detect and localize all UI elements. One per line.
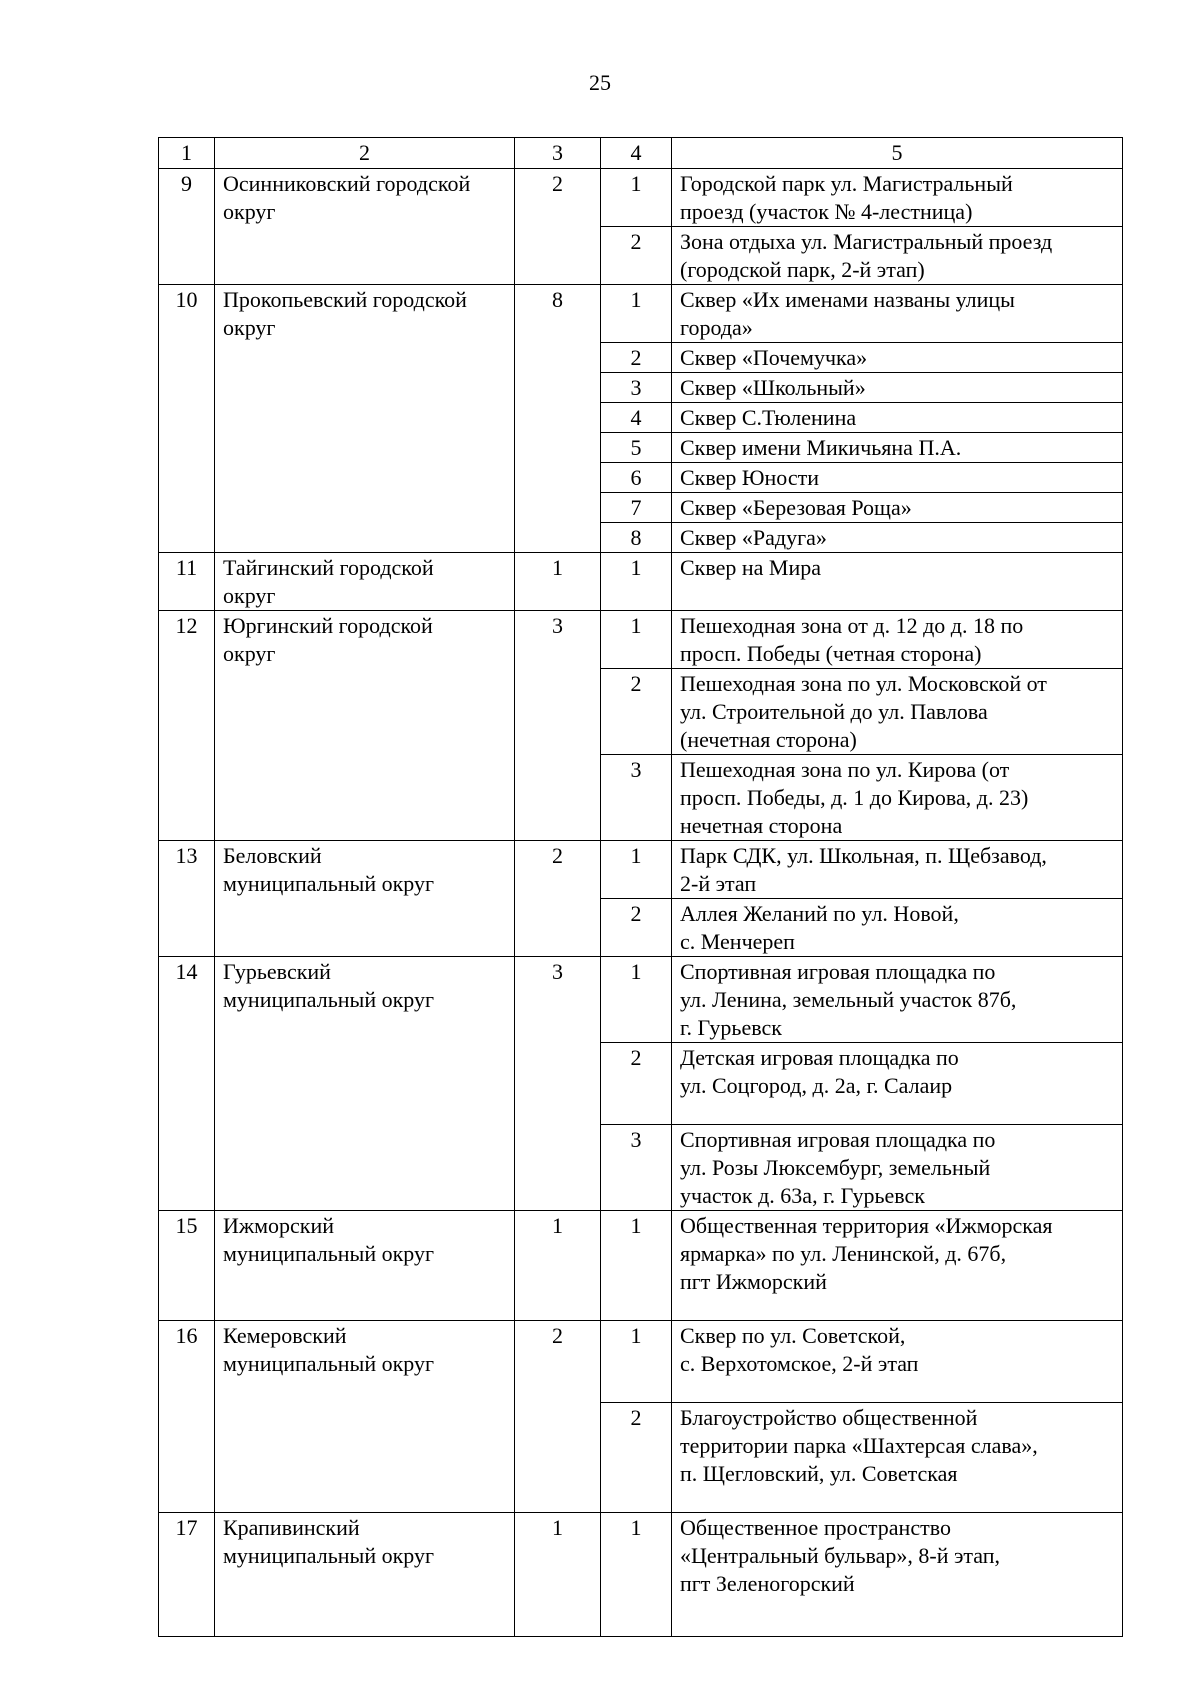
territory-count: 2 [515,169,601,285]
territory-description-line: просп. Победы (четная сторона) [680,641,982,666]
municipality-name-line: муниципальный округ [223,987,435,1012]
header-cell-2: 2 [215,138,515,169]
territory-description-line: Благоустройство общественной [680,1405,978,1430]
municipality-name-line: Тайгинский городской [223,555,434,580]
municipality-name [215,1513,515,1637]
territory-description-line: г. Гурьевск [680,1015,782,1040]
territory-count: 1 [515,1211,601,1321]
territory-description-line: (городской парк, 2-й этап) [680,257,925,282]
territory-count: 2 [515,841,601,957]
territory-description-line: города» [680,315,753,340]
territory-description-line: просп. Победы, д. 1 до Кирова, д. 23) [680,785,1029,810]
page-number: 25 [589,70,611,95]
municipality-name-line: Кемеровский [223,1323,347,1348]
item-number: 1 [601,1513,672,1637]
item-number: 8 [601,523,672,553]
header-cell-4: 4 [601,138,672,169]
header-row [159,138,1123,169]
table-row [159,1513,1123,1637]
territory-count: 1 [515,1513,601,1637]
territory-description-line: ул. Ленина, земельный участок 87б, [680,987,1017,1012]
territory-description [672,433,1123,463]
territory-description-line: Сквер имени Микичьяна П.А. [680,435,962,460]
row-number: 17 [159,1513,215,1637]
municipality-name [215,553,515,611]
table-row [159,553,1123,611]
territory-description-line: ул. Строительной до ул. Павлова [680,699,988,724]
territory-description-line: Аллея Желаний по ул. Новой, [680,901,959,926]
territory-description-line: ярмарка» по ул. Ленинской, д. 67б, [680,1241,1007,1266]
territory-description-line: Детская игровая площадка по [680,1045,959,1070]
territory-description-line: с. Менчереп [680,929,795,954]
row-number: 15 [159,1211,215,1321]
territory-count: 8 [515,285,601,553]
item-number: 1 [601,1211,672,1321]
territory-description-line: Сквер «Березовая Роща» [680,495,912,520]
municipality-name-line: Гурьевский [223,959,331,984]
territory-description-line: Сквер Юности [680,465,819,490]
territory-description-line: (нечетная сторона) [680,727,857,752]
item-number: 1 [601,841,672,899]
territory-description [672,1321,1123,1403]
municipality-name [215,957,515,1211]
row-number: 14 [159,957,215,1211]
territory-description [672,755,1123,841]
item-number: 7 [601,493,672,523]
territory-count: 1 [515,553,601,611]
row-number: 16 [159,1321,215,1513]
territory-description-line: нечетная сторона [680,813,843,838]
municipality-name-line: муниципальный округ [223,871,435,896]
item-number: 1 [601,553,672,611]
municipality-name-line: округ [223,583,276,608]
municipality-name-line: округ [223,199,276,224]
item-number: 2 [601,899,672,957]
territory-description [672,1211,1123,1321]
territory-description [672,373,1123,403]
item-number: 4 [601,403,672,433]
territory-description-line: проезд (участок № 4-лестница) [680,199,973,224]
territory-description [672,611,1123,669]
territory-description-line: Спортивная игровая площадка по [680,1127,996,1152]
territory-description-line: пгт Зеленогорский [680,1571,855,1596]
table-row [159,169,1123,227]
territory-description [672,957,1123,1043]
territory-description-line: Сквер С.Тюленина [680,405,857,430]
municipality-name-line: Осинниковский городской [223,171,471,196]
territory-description [672,553,1123,611]
table-row [159,957,1123,1043]
item-number: 3 [601,1125,672,1211]
municipality-name [215,841,515,957]
item-number: 1 [601,611,672,669]
row-number: 13 [159,841,215,957]
header-cell-1: 1 [159,138,215,169]
territory-description-line: Сквер «Их именами названы улицы [680,287,1015,312]
territory-description [672,403,1123,433]
municipality-name [215,611,515,841]
territory-description-line: Зона отдыха ул. Магистральный проезд [680,229,1053,254]
territory-description-line: 2-й этап [680,871,757,896]
territory-description-line: участок д. 63а, г. Гурьевск [680,1183,925,1208]
territories-table [158,137,1123,1637]
item-number: 1 [601,1321,672,1403]
territory-description [672,1513,1123,1637]
territory-description-line: Парк СДК, ул. Школьная, п. Щебзавод, [680,843,1047,868]
territory-description-line: Общественное пространство [680,1515,951,1540]
municipality-name [215,1321,515,1513]
territory-description [672,343,1123,373]
header-cell-3: 3 [515,138,601,169]
municipality-name-line: округ [223,641,276,666]
table-row [159,841,1123,899]
territory-count: 2 [515,1321,601,1513]
municipality-name [215,169,515,285]
territory-description-line: Общественная территория «Ижморская [680,1213,1053,1238]
item-number: 3 [601,755,672,841]
row-number: 11 [159,553,215,611]
territory-description-line: Городской парк ул. Магистральный [680,171,1013,196]
territory-description-line: с. Верхотомское, 2-й этап [680,1351,919,1376]
item-number: 1 [601,957,672,1043]
item-number: 1 [601,169,672,227]
item-number: 6 [601,463,672,493]
territory-description-line: Сквер на Мира [680,555,822,580]
territory-description-line: ул. Соцгород, д. 2а, г. Салаир [680,1073,953,1098]
territory-description [672,523,1123,553]
municipality-name-line: муниципальный округ [223,1351,435,1376]
territory-description-line: «Центральный бульвар», 8-й этап, [680,1543,1001,1568]
territory-count: 3 [515,611,601,841]
table-body [159,138,1123,1637]
table-row [159,1321,1123,1403]
territory-description [672,1043,1123,1125]
row-number: 9 [159,169,215,285]
municipality-name-line: округ [223,315,276,340]
municipality-name [215,285,515,553]
item-number: 2 [601,343,672,373]
item-number: 1 [601,285,672,343]
territory-count: 3 [515,957,601,1211]
territory-description-line: Пешеходная зона по ул. Кирова (от [680,757,1010,782]
municipality-name-line: Юргинский городской [223,613,433,638]
territory-description [672,669,1123,755]
territory-description-line: Сквер «Школьный» [680,375,866,400]
header-cell-5: 5 [672,138,1123,169]
territory-description [672,841,1123,899]
territory-description [672,169,1123,227]
municipality-name-line: Крапивинский [223,1515,360,1540]
item-number: 2 [601,1043,672,1125]
table-row [159,1211,1123,1321]
territory-description-line: пгт Ижморский [680,1269,827,1294]
territory-description [672,493,1123,523]
municipality-name-line: Прокопьевский городской [223,287,467,312]
territory-description [672,285,1123,343]
territory-description [672,899,1123,957]
territory-description [672,1125,1123,1211]
row-number: 10 [159,285,215,553]
territory-description-line: Сквер «Почемучка» [680,345,868,370]
territory-description-line: п. Щегловский, ул. Советская [680,1461,958,1486]
territory-description [672,227,1123,285]
municipality-name [215,1211,515,1321]
item-number: 2 [601,227,672,285]
municipality-name-line: муниципальный округ [223,1543,435,1568]
territory-description [672,463,1123,493]
table-row [159,285,1123,343]
municipality-name-line: Беловский [223,843,322,868]
table-row [159,611,1123,669]
territory-description-line: Сквер по ул. Советской, [680,1323,906,1348]
territory-description-line: ул. Розы Люксембург, земельный [680,1155,991,1180]
municipality-name-line: муниципальный округ [223,1241,435,1266]
item-number: 2 [601,1403,672,1513]
territory-description-line: Спортивная игровая площадка по [680,959,996,984]
territory-description-line: территории парка «Шахтерсая слава», [680,1433,1038,1458]
municipality-name-line: Ижморский [223,1213,335,1238]
territory-description-line: Сквер «Радуга» [680,525,827,550]
item-number: 5 [601,433,672,463]
item-number: 2 [601,669,672,755]
territory-description-line: Пешеходная зона от д. 12 до д. 18 по [680,613,1024,638]
row-number: 12 [159,611,215,841]
item-number: 3 [601,373,672,403]
territory-description [672,1403,1123,1513]
territory-description-line: Пешеходная зона по ул. Московской от [680,671,1047,696]
